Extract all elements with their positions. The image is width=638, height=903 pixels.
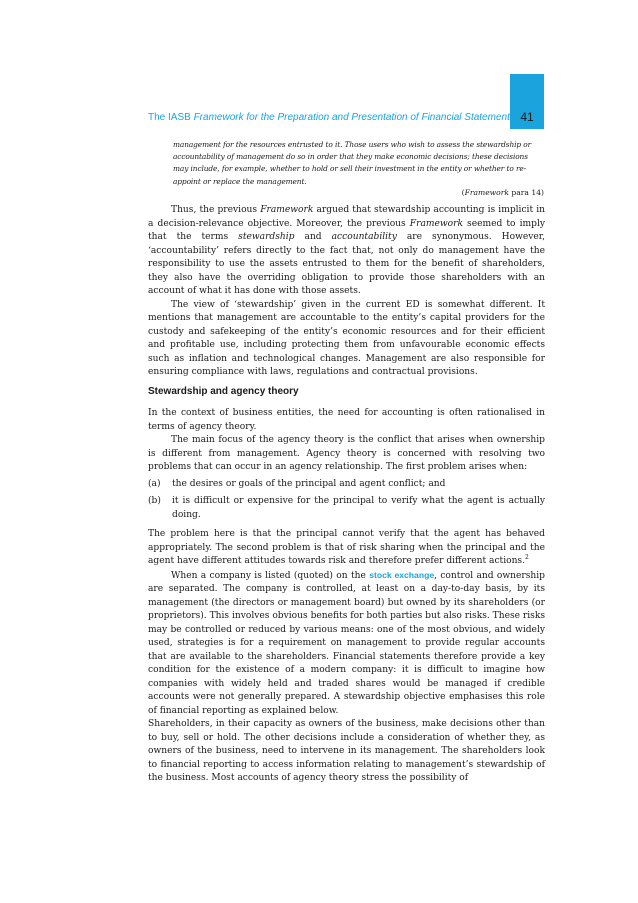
section-intro — [148, 204, 545, 380]
paragraph-agency-focus: The main focus of the agency theory is the conflict that arises when ownership is different from management. Agency theory is concerned with resolving two problems that can occur in an agency relationship. The first problem arises when: — [148, 435, 545, 472]
quote-source — [462, 188, 544, 197]
block-quote: management for the resources entrusted to it. Those users who wish to assess the stewardship or accountability of management do so in order that they make economic decisions; these decisions may include, for example, whether to hold or sell their investment in the entity or whether to re-appoint or replace the management. — [173, 140, 532, 186]
text-run: are synonymous. However, ‘accountability’ refers directly to the fact that, not only do management have the responsibility to use the assets entrusted to them for the benefit of shareholders, they also have the overriding obligation to provide those shareholders with an account of what it has done with those assets. — [148, 232, 545, 296]
paragraph-shareholders: Shareholders, in their capacity as owners of the business, make decisions other than to buy, sell or hold. The other decisions include a consideration of whether they, as owners of the business, need to intervene in its management. The shareholders look to financial reporting to access information relating to management’s stewardship of the business. Most accounts of agency theory stress the possibility of — [148, 719, 545, 783]
page-number: 41 — [520, 110, 534, 124]
text-run: When a company is listed (quoted) on the — [171, 570, 370, 581]
text-italic: Framework — [260, 205, 314, 215]
text-run: seemed to imply that the terms — [148, 218, 545, 242]
paragraph-agency-intro: In the context of business entities, the need for accounting is often rationalised in terms of agency theory. — [148, 408, 545, 432]
text-run: Thus, the previous — [171, 205, 261, 215]
section-heading: Stewardship and agency theory — [148, 386, 299, 397]
text-run: argued that stewardship accounting is implicit in a decision-relevance objective. Moreover, the previous — [148, 205, 545, 229]
list-label: (a) — [148, 478, 161, 489]
quote-source-title: Framework — [464, 188, 509, 197]
text-run: The problem here is that the principal cannot verify that the agent has behaved appropriately. The second problem is that of risk sharing when the principal and the agent have different attitudes towards risk and therefore prefer different actions. — [148, 529, 545, 566]
paragraph-framework — [148, 204, 545, 299]
text-italic: Framework — [409, 218, 463, 229]
paragraph-principal-problem — [148, 528, 545, 569]
list-label: (b) — [148, 496, 161, 506]
keyword-stock-exchange: stock exchange — [369, 569, 435, 580]
text-run: , control and ownership are separated. The company is controlled, at least on a day-to-day basis, by its management (the directors or management board) but owned by its shareholders (or proprietors). This involves obvious benefits for both parties but also risks. These risks may be controlled or reduced by various means: one of the most obvious, and widely used, strategies is for a requirement on management to provide regular accounts that are available to the shareholders. Financial statements therefore provide a key condition for the existence of a modern company: it is difficult to imagine how companies with widely held and traded shares would be managed if credible accounts were not generally prepared. A stewardship objective emphasises this role of financial reporting as explained below. — [148, 570, 545, 716]
quote-source-open: ( — [461, 188, 465, 197]
section-agency — [148, 407, 545, 786]
list-item — [148, 495, 545, 522]
text-run: and — [294, 232, 332, 242]
list-text: it is difficult or expensive for the principal to verify what the agent is actually doing. — [172, 496, 545, 520]
text-italic: accountability — [331, 232, 397, 242]
list-text: the desires or goals of the principal and agent conflict; and — [172, 478, 446, 489]
running-head-prefix: The IASB — [148, 112, 194, 123]
running-head — [148, 112, 515, 123]
quote-source-para: para 14) — [509, 188, 544, 197]
paragraph-stewardship-view: The view of ‘stewardship’ given in the current ED is somewhat different. It mentions that management are accountable to the entity’s capital providers for the custody and safekeeping of the entity’s economic resources and for their efficient and profitable use, including protecting them from unfavourable economic effects such as inflation and technological changes. Management are also responsible for ensuring compliance with laws, regulations and contractual provisions. — [148, 299, 545, 377]
list-item — [148, 478, 545, 492]
footnote-ref: 2 — [525, 553, 529, 561]
running-head-title: Framework for the Preparation and Presentation of Financial Statements — [193, 112, 515, 123]
paragraph-listed-company — [148, 569, 545, 719]
text-italic: stewardship — [238, 232, 295, 242]
